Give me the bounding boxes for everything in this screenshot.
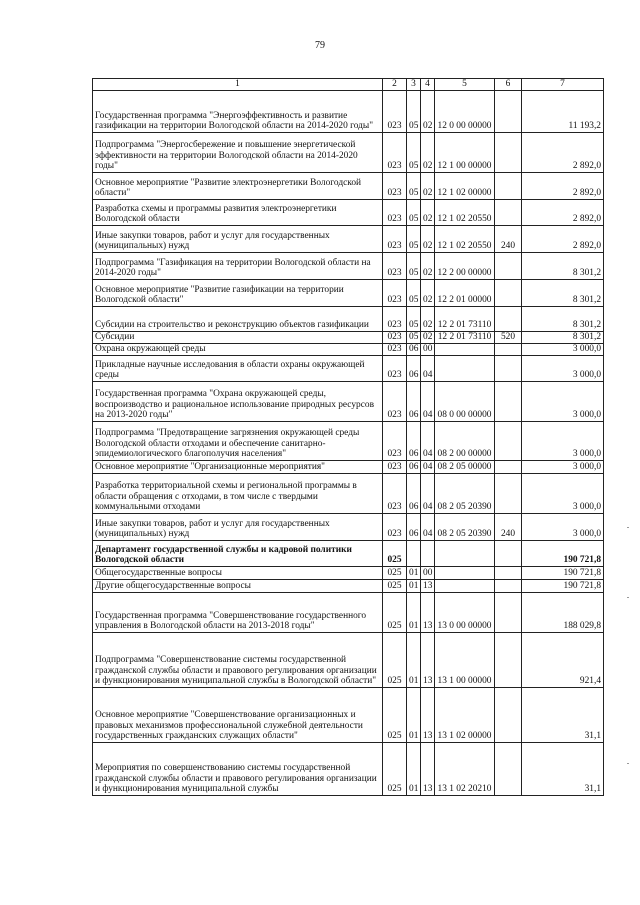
cell-subsection: 02 — [421, 91, 435, 133]
header-col-5: 5 — [435, 79, 495, 91]
cell-expense-type — [495, 474, 522, 514]
cell-section: 06 — [407, 514, 421, 541]
cell-amount: 3 000,0 — [522, 461, 604, 474]
cell-section: 05 — [407, 200, 421, 226]
cell-target-article: 13 1 02 20210 — [435, 743, 495, 796]
cell-name: Прикладные научные исследования в области охраны окружающей среды — [93, 356, 383, 382]
cell-target-article: 12 2 01 73110 — [435, 332, 495, 344]
table-row — [93, 173, 604, 200]
cell-amount: 921,4 — [522, 633, 604, 688]
cell-name: Охрана окружающей среды — [93, 344, 383, 356]
cell-subsection: 04 — [421, 514, 435, 541]
cell-subsection: 13 — [421, 743, 435, 796]
cell-target-article: 12 1 02 20550 — [435, 226, 495, 253]
cell-name: Субсидии на строительство и реконструкцию объектов газификации — [93, 307, 383, 332]
cell-amount: 8 301,2 — [522, 253, 604, 280]
budget-table — [92, 78, 604, 796]
cell-section — [407, 541, 421, 567]
cell-name: Основное мероприятие "Развитие газификации на территории Вологодской области" — [93, 280, 383, 307]
table-header-row — [93, 79, 604, 91]
cell-section: 05 — [407, 133, 421, 173]
cell-expense-type — [495, 382, 522, 422]
table-row — [93, 461, 604, 474]
cell-name: Государственная программа "Совершенствование государственного управления в Вологодской области на 2013-2018 годы" — [93, 593, 383, 633]
cell-target-article — [435, 567, 495, 580]
table-row — [93, 474, 604, 514]
page-number: 79 — [315, 40, 325, 51]
cell-subsection: 00 — [421, 344, 435, 356]
cell-amount: 3 000,0 — [522, 422, 604, 461]
cell-name: Государственная программа "Энергоэффективность и развитие газификации на территории Вологодской области на 2014-2020 годы" — [93, 91, 383, 133]
cell-subsection: 13 — [421, 593, 435, 633]
cell-subsection: 04 — [421, 356, 435, 382]
table-row — [93, 541, 604, 567]
cell-ministry-code: 023 — [383, 253, 407, 280]
cell-name: Субсидии — [93, 332, 383, 344]
cell-name: Общегосударственные вопросы — [93, 567, 383, 580]
cell-target-article: 08 2 05 20390 — [435, 514, 495, 541]
cell-expense-type: 240 — [495, 514, 522, 541]
cell-ministry-code: 023 — [383, 332, 407, 344]
table-row — [93, 344, 604, 356]
cell-section: 06 — [407, 344, 421, 356]
cell-section: 05 — [407, 91, 421, 133]
cell-target-article: 13 0 00 00000 — [435, 593, 495, 633]
cell-ministry-code: 025 — [383, 567, 407, 580]
table-row — [93, 593, 604, 633]
cell-ministry-code: 023 — [383, 514, 407, 541]
cell-subsection: 02 — [421, 307, 435, 332]
cell-amount: 2 892,0 — [522, 173, 604, 200]
cell-amount: 2 892,0 — [522, 200, 604, 226]
cell-target-article: 08 2 00 00000 — [435, 422, 495, 461]
margin-mark — [627, 597, 629, 598]
cell-subsection: 02 — [421, 253, 435, 280]
header-col-6: 6 — [495, 79, 522, 91]
cell-expense-type — [495, 593, 522, 633]
cell-section: 01 — [407, 567, 421, 580]
cell-section: 05 — [407, 307, 421, 332]
cell-section: 06 — [407, 474, 421, 514]
table-row — [93, 226, 604, 253]
cell-target-article: 12 1 00 00000 — [435, 133, 495, 173]
table-row — [93, 133, 604, 173]
cell-section: 05 — [407, 332, 421, 344]
cell-name: Государственная программа "Охрана окружающей среды, воспроизводство и рациональное использование природных ресурсов на 2013-2020 годы" — [93, 382, 383, 422]
header-col-7: 7 — [522, 79, 604, 91]
cell-ministry-code: 025 — [383, 743, 407, 796]
cell-expense-type — [495, 344, 522, 356]
cell-expense-type — [495, 541, 522, 567]
table-row — [93, 514, 604, 541]
cell-expense-type — [495, 91, 522, 133]
cell-amount: 3 000,0 — [522, 356, 604, 382]
cell-ministry-code: 025 — [383, 593, 407, 633]
cell-name: Разработка схемы и программы развития электроэнергетики Вологодской области — [93, 200, 383, 226]
cell-ministry-code: 023 — [383, 422, 407, 461]
table-row — [93, 356, 604, 382]
cell-ministry-code: 023 — [383, 280, 407, 307]
table-row — [93, 200, 604, 226]
header-col-4: 4 — [421, 79, 435, 91]
cell-subsection: 02 — [421, 200, 435, 226]
cell-expense-type: 520 — [495, 332, 522, 344]
cell-amount: 3 000,0 — [522, 474, 604, 514]
cell-target-article — [435, 344, 495, 356]
cell-subsection: 04 — [421, 474, 435, 514]
cell-expense-type — [495, 356, 522, 382]
margin-mark — [627, 763, 629, 764]
cell-amount: 3 000,0 — [522, 514, 604, 541]
table-row — [93, 567, 604, 580]
cell-expense-type — [495, 173, 522, 200]
cell-amount: 190 721,8 — [522, 580, 604, 593]
margin-mark — [627, 527, 629, 528]
cell-subsection — [421, 541, 435, 567]
cell-expense-type — [495, 743, 522, 796]
cell-target-article: 08 2 05 00000 — [435, 461, 495, 474]
cell-name: Основное мероприятие "Развитие электроэнергетики Вологодской области" — [93, 173, 383, 200]
cell-name: Подпрограмма "Газификация на территории Вологодской области на 2014-2020 годы" — [93, 253, 383, 280]
table-row — [93, 280, 604, 307]
cell-ministry-code: 025 — [383, 633, 407, 688]
cell-ministry-code: 025 — [383, 541, 407, 567]
header-col-1: 1 — [93, 79, 383, 91]
cell-amount: 190 721,8 — [522, 567, 604, 580]
cell-name: Департамент государственной службы и кадровой политики Вологодской области — [93, 541, 383, 567]
table-row — [93, 743, 604, 796]
cell-ministry-code: 023 — [383, 307, 407, 332]
cell-amount: 190 721,8 — [522, 541, 604, 567]
cell-target-article: 13 1 00 00000 — [435, 633, 495, 688]
cell-ministry-code: 023 — [383, 461, 407, 474]
cell-subsection: 04 — [421, 382, 435, 422]
header-col-3: 3 — [407, 79, 421, 91]
cell-expense-type — [495, 280, 522, 307]
cell-subsection: 02 — [421, 226, 435, 253]
cell-ministry-code: 025 — [383, 580, 407, 593]
cell-ministry-code: 023 — [383, 382, 407, 422]
cell-expense-type — [495, 633, 522, 688]
cell-subsection: 02 — [421, 280, 435, 307]
cell-expense-type — [495, 133, 522, 173]
cell-name: Другие общегосударственные вопросы — [93, 580, 383, 593]
cell-subsection: 13 — [421, 633, 435, 688]
table-row — [93, 382, 604, 422]
cell-name: Подпрограмма "Энергосбережение и повышение энергетической эффективности на территории Вологодской области на 2014-2020 годы" — [93, 133, 383, 173]
cell-subsection: 13 — [421, 688, 435, 743]
cell-amount: 31,1 — [522, 688, 604, 743]
cell-section: 01 — [407, 688, 421, 743]
cell-expense-type — [495, 200, 522, 226]
cell-amount: 2 892,0 — [522, 226, 604, 253]
cell-ministry-code: 023 — [383, 356, 407, 382]
cell-ministry-code: 023 — [383, 200, 407, 226]
cell-amount: 8 301,2 — [522, 280, 604, 307]
cell-expense-type — [495, 253, 522, 280]
cell-target-article: 12 2 00 00000 — [435, 253, 495, 280]
cell-subsection: 02 — [421, 332, 435, 344]
cell-expense-type — [495, 422, 522, 461]
cell-name: Иные закупки товаров, работ и услуг для государственных (муниципальных) нужд — [93, 226, 383, 253]
cell-name: Подпрограмма "Совершенствование системы государственной гражданской службы области и правового регулирования организации и функционирования муниципальной службы в Вологодской области" — [93, 633, 383, 688]
cell-amount: 188 029,8 — [522, 593, 604, 633]
cell-target-article: 12 0 00 00000 — [435, 91, 495, 133]
cell-section: 01 — [407, 593, 421, 633]
cell-amount: 2 892,0 — [522, 133, 604, 173]
cell-target-article: 13 1 02 00000 — [435, 688, 495, 743]
cell-subsection: 04 — [421, 422, 435, 461]
cell-target-article: 12 2 01 00000 — [435, 280, 495, 307]
cell-section: 01 — [407, 580, 421, 593]
table-row — [93, 253, 604, 280]
cell-name: Основное мероприятие "Организационные мероприятия" — [93, 461, 383, 474]
cell-name: Иные закупки товаров, работ и услуг для государственных (муниципальных) нужд — [93, 514, 383, 541]
table-row — [93, 580, 604, 593]
cell-ministry-code: 023 — [383, 91, 407, 133]
cell-ministry-code: 023 — [383, 133, 407, 173]
cell-name: Основное мероприятие "Совершенствование организационных и правовых механизмов профессиональной служебной деятельности государственных гражданских служащих области" — [93, 688, 383, 743]
cell-name: Мероприятия по совершенствованию системы государственной гражданской службы области и правового регулирования организации и функционирования муниципальной службы — [93, 743, 383, 796]
cell-expense-type: 240 — [495, 226, 522, 253]
cell-ministry-code: 023 — [383, 173, 407, 200]
cell-expense-type — [495, 307, 522, 332]
cell-section: 06 — [407, 356, 421, 382]
cell-ministry-code: 023 — [383, 474, 407, 514]
cell-target-article — [435, 580, 495, 593]
cell-expense-type — [495, 688, 522, 743]
cell-target-article: 12 2 01 73110 — [435, 307, 495, 332]
cell-expense-type — [495, 580, 522, 593]
cell-target-article: 12 1 02 20550 — [435, 200, 495, 226]
cell-section: 01 — [407, 633, 421, 688]
cell-ministry-code: 025 — [383, 688, 407, 743]
cell-amount: 31,1 — [522, 743, 604, 796]
cell-target-article — [435, 356, 495, 382]
cell-name: Разработка территориальной схемы и региональной программы в области обращения с отходами, в том числе с твердыми коммунальными отходами — [93, 474, 383, 514]
cell-subsection: 02 — [421, 133, 435, 173]
table-row — [93, 307, 604, 332]
cell-target-article: 12 1 02 00000 — [435, 173, 495, 200]
cell-subsection: 13 — [421, 580, 435, 593]
cell-amount: 3 000,0 — [522, 344, 604, 356]
cell-subsection: 00 — [421, 567, 435, 580]
cell-section: 01 — [407, 743, 421, 796]
cell-target-article: 08 2 05 20390 — [435, 474, 495, 514]
table-row — [93, 332, 604, 344]
cell-amount: 11 193,2 — [522, 91, 604, 133]
cell-name: Подпрограмма "Предотвращение загрязнения окружающей среды Вологодской области отходами и обеспечение санитарно-эпидемиологического благополучия населения" — [93, 422, 383, 461]
table-row — [93, 633, 604, 688]
cell-section: 05 — [407, 280, 421, 307]
cell-expense-type — [495, 461, 522, 474]
cell-subsection: 02 — [421, 173, 435, 200]
cell-section: 06 — [407, 461, 421, 474]
cell-section: 05 — [407, 253, 421, 280]
table-row — [93, 688, 604, 743]
cell-expense-type — [495, 567, 522, 580]
cell-section: 06 — [407, 422, 421, 461]
table-row — [93, 422, 604, 461]
cell-target-article — [435, 541, 495, 567]
table-row — [93, 91, 604, 133]
cell-section: 05 — [407, 173, 421, 200]
cell-ministry-code: 023 — [383, 226, 407, 253]
cell-section: 05 — [407, 226, 421, 253]
cell-subsection: 04 — [421, 461, 435, 474]
header-col-2: 2 — [383, 79, 407, 91]
cell-amount: 8 301,2 — [522, 332, 604, 344]
cell-target-article: 08 0 00 00000 — [435, 382, 495, 422]
cell-section: 06 — [407, 382, 421, 422]
cell-ministry-code: 023 — [383, 344, 407, 356]
cell-amount: 3 000,0 — [522, 382, 604, 422]
cell-amount: 8 301,2 — [522, 307, 604, 332]
